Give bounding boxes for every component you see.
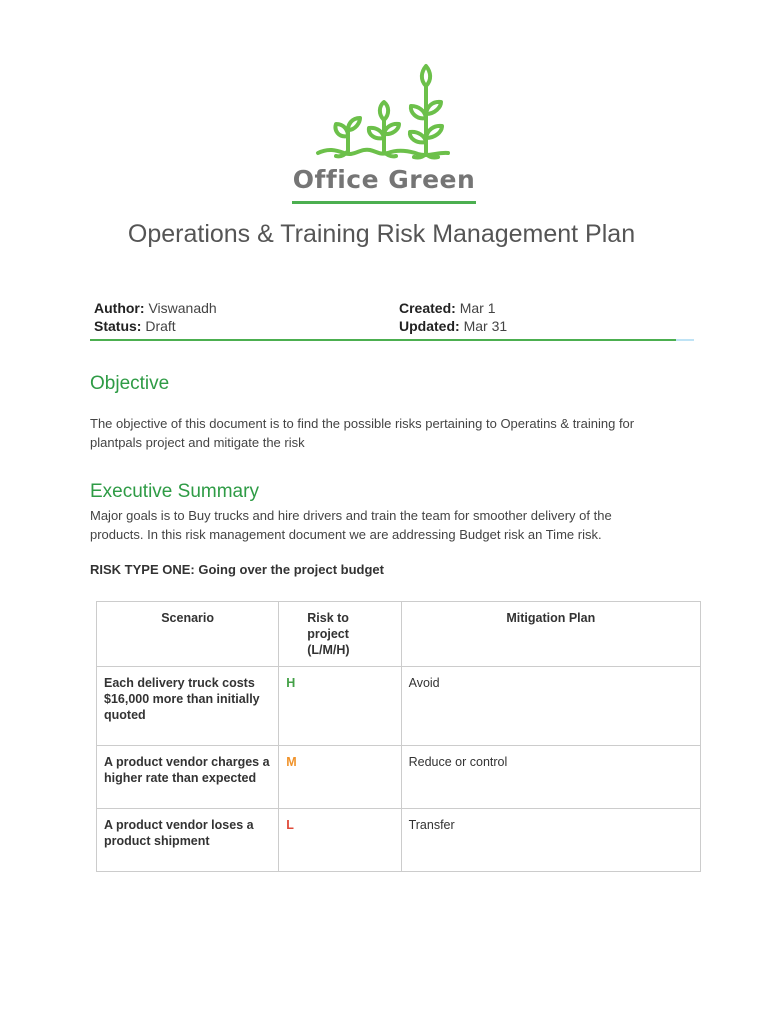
logo-wordmark: Office Green [292,165,476,194]
sprouting-plants-icon [314,60,454,160]
status-value: Draft [145,318,176,334]
created-value: Mar 1 [459,300,496,316]
updated-label: Updated: [399,318,460,334]
mitigation-cell: Reduce or control [401,746,700,809]
header-divider [90,339,694,341]
meta-row-2 [94,317,694,335]
mitigation-cell: Transfer [401,809,700,872]
table-row [97,667,701,746]
created-field [399,299,495,317]
document-title: Operations & Training Risk Management Plan [127,220,636,248]
table-row [97,746,701,809]
author-label: Author: [94,300,145,316]
table-header-row [97,602,701,667]
executive-summary-heading: Executive Summary [90,481,259,502]
scenario-cell: Each delivery truck costs $16,000 more than initially quoted [97,667,279,746]
column-header-risk: Risk to project (L/M/H) [279,602,401,667]
author-field [94,299,217,317]
risk-level-cell: M [279,746,401,809]
column-header-mitigation: Mitigation Plan [401,602,700,667]
objective-text: The objective of this document is to find the possible risks pertaining to Operatins & training for plantpals project and mitigate the risk [90,416,635,450]
scenario-cell: A product vendor loses a product shipment [97,809,279,872]
risk-type-one-heading: RISK TYPE ONE: Going over the project budget [90,562,384,577]
executive-summary-text: Major goals is to Buy trucks and hire drivers and train the team for smoother delivery of the products. In this risk management document we are addressing Budget risk an Time risk. [90,508,612,542]
company-logo [0,60,768,204]
risk-level-cell: H [279,667,401,746]
updated-value: Mar 31 [463,318,508,334]
logo-underline [292,201,476,204]
mitigation-cell: Avoid [401,667,700,746]
updated-field [399,317,507,335]
status-label: Status: [94,318,142,334]
meta-row-1 [94,299,694,317]
table-row [97,809,701,872]
created-label: Created: [399,300,456,316]
risk-table [96,601,701,872]
objective-heading: Objective [90,373,170,394]
scenario-cell: A product vendor charges a higher rate than expected [97,746,279,809]
status-field [94,317,176,335]
risk-level-cell: L [279,809,401,872]
author-value: Viswanadh [148,300,217,316]
document-meta [94,299,694,335]
column-header-scenario: Scenario [97,602,279,667]
